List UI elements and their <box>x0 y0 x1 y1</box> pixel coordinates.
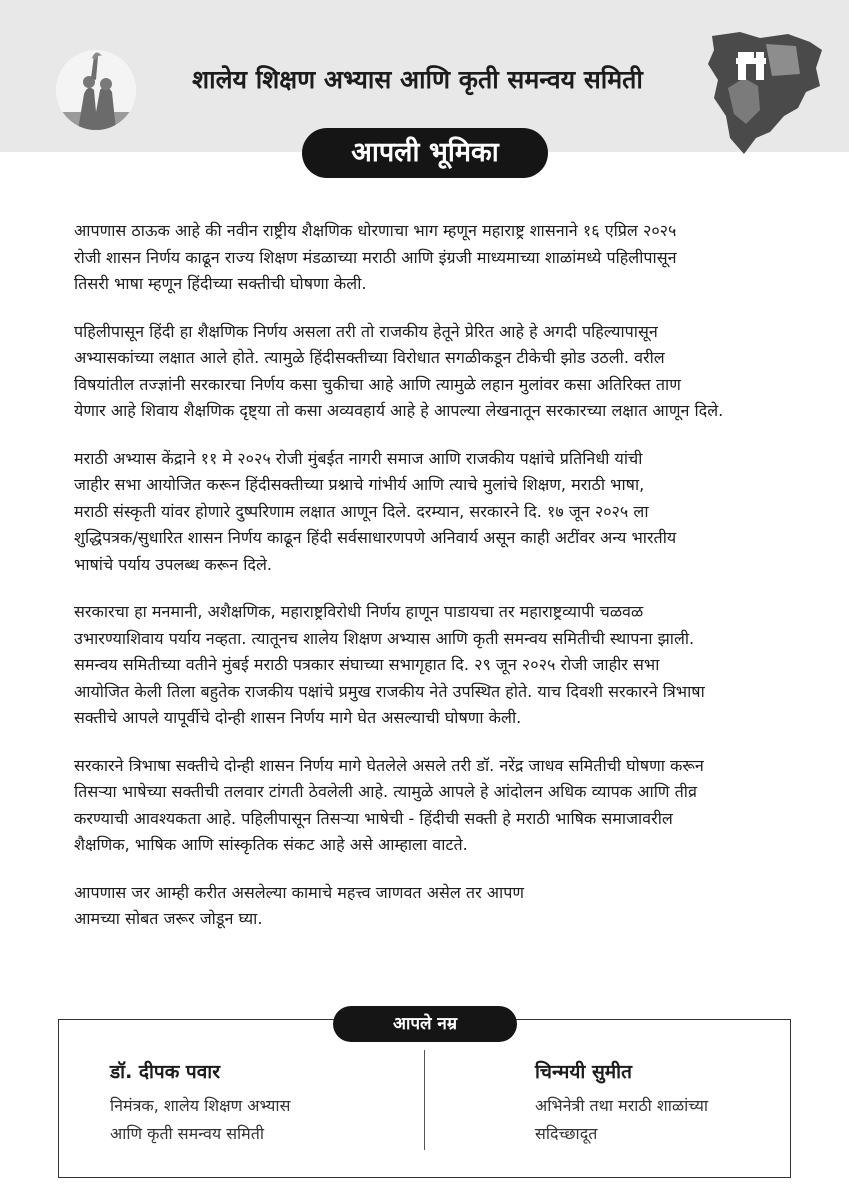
org-title: शालेय शिक्षण अभ्यास आणि कृती समन्वय समिती <box>192 65 643 94</box>
signature-divider <box>424 1050 425 1150</box>
signer-role-line: निमंत्रक, शालेय शिक्षण अभ्यास <box>110 1096 291 1115</box>
paragraph-5 <box>74 753 844 859</box>
text-line: येणार आहे शिवाय शैक्षणिक दृष्ट्या तो कसा अव्यवहार्य आहे हे आपल्या लेखनातून सरकारच्या लक्षात आणून दिले. <box>74 401 724 420</box>
text-line: शैक्षणिक, भाषिक आणि सांस्कृतिक संकट आहे असे आम्हाला वाटते. <box>74 835 468 854</box>
signer-left <box>110 1058 290 1148</box>
statue-emblem-icon <box>56 50 136 130</box>
signer-role <box>110 1092 290 1148</box>
text-line: विषयांतील तज्ज्ञांनी सरकारचा निर्णय कसा चुकीचा आहे आणि त्यामुळे लहान मुलांवर कसा अतिरिक्त ताण <box>74 374 681 394</box>
text-line: आपणास जर आम्ही करीत असलेल्या कामाचे महत्त्व जाणवत असेल तर आपण <box>74 882 525 902</box>
text-line: मराठी संस्कृती यांवर होणारे दुष्परिणाम लक्षात आणून दिले. दरम्यान, सरकारने दि. १७ जून २०२५ ला <box>74 501 649 521</box>
text-line: तिसरी भाषा म्हणून हिंदीच्या सक्तीची घोषणा केली. <box>74 274 367 293</box>
text-line: आपणास ठाऊक आहे की नवीन राष्ट्रीय शैक्षणिक धोरणाचा भाग म्हणून महाराष्ट्र शासनाने १६ एप्रिल २०२५ <box>74 221 677 240</box>
maharashtra-map-icon <box>700 28 825 158</box>
text-line: समन्वय समितीच्या वतीने मुंबई मराठी पत्रकार संघाच्या सभागृहात दि. २९ जून २०२५ रोजी जाहीर सभा <box>74 655 660 674</box>
paragraph-3 <box>74 446 844 579</box>
paragraph-4 <box>74 599 844 732</box>
signer-name: डॉ. दीपक पवार <box>110 1061 220 1083</box>
text-line: पहिलीपासून हिंदी हा शैक्षणिक निर्णय असला तरी तो राजकीय हेतूने प्रेरित आहे हे अगदी पहिल्यापासून <box>74 321 658 341</box>
text-line: शुद्धिपत्रक/सुधारित शासन निर्णय काढून हिंदी सर्वसाधारणपणे अनिवार्य असून काही अटींवर अन्य भारतीय <box>74 528 677 547</box>
signer-role-line: सदिच्छादूत <box>535 1124 598 1143</box>
paragraph-2 <box>74 319 844 425</box>
text-line: सक्तीचे आपले यापूर्वीचे दोन्ही शासन निर्णय मागे घेत असल्याची घोषणा केली. <box>74 708 522 727</box>
signer-right <box>535 1058 708 1148</box>
text-line: मराठी अभ्यास केंद्राने ११ मे २०२५ रोजी मुंबईत नागरी समाज आणि राजकीय पक्षांचे प्रतिनिधी यांची <box>74 448 643 468</box>
page-heading: आपली भूमिका <box>302 128 548 178</box>
paragraph-6 <box>74 880 844 933</box>
text-line: करण्याची आवश्यकता आहे. पहिलीपासून तिसऱ्या भाषेची - हिंदीची सक्ती हे मराठी भाषिक समाजावरील <box>74 808 673 828</box>
text-line: रोजी शासन निर्णय काढून राज्य शिक्षण मंडळाच्या मराठी आणि इंग्रजी माध्यमाच्या शाळांमध्ये पहिलीपासून <box>74 247 677 267</box>
signer-role-line: आणि कृती समन्वय समिती <box>110 1124 265 1143</box>
text-line: सरकारचा हा मनमानी, अशैक्षणिक, महाराष्ट्रविरोधी निर्णय हाणून पाडायचा तर महाराष्ट्रव्यापी चळवळ <box>74 602 644 621</box>
signer-role-line: अभिनेत्री तथा मराठी शाळांच्या <box>535 1096 709 1115</box>
text-line: आमच्या सोबत जरूर जोडून घ्या. <box>74 909 263 928</box>
text-line: भाषांचे पर्याय उपलब्ध करून दिले. <box>74 554 272 574</box>
text-line: जाहीर सभा आयोजित करून हिंदीसक्तीच्या प्रश्नाचे गांभीर्य आणि त्याचे मुलांचे शिक्षण, मराठी भाषा, <box>74 475 645 494</box>
signer-name: चिन्मयी सुमीत <box>535 1061 632 1083</box>
signoff-label: आपले नम्र <box>333 1006 517 1042</box>
text-line: तिसऱ्या भाषेच्या सक्तीची तलवार टांगती ठेवलेली आहे. त्यामुळे आपले हे आंदोलन अधिक व्यापक आणि तीव्र <box>74 782 697 801</box>
text-line: उभारण्याशिवाय पर्याय नव्हता. त्यातूनच शालेय शिक्षण अभ्यास आणि कृती समन्वय समितीची स्थापना झाली. <box>74 628 695 648</box>
paragraph-1 <box>74 218 844 298</box>
text-line: सरकारने त्रिभाषा सक्तीचे दोन्ही शासन निर्णय मागे घेतलेले असले तरी डॉ. नरेंद्र जाधव समितीची घोषणा करून <box>74 755 704 775</box>
text-line: अभ्यासकांच्या लक्षात आले होते. त्यामुळे हिंदीसक्तीच्या विरोधात सगळीकडून टीकेची झोड उठली. वरील <box>74 348 665 367</box>
body-text <box>74 218 844 933</box>
signer-role <box>535 1092 708 1148</box>
text-line: आयोजित केली तिला बहुतेक राजकीय पक्षांचे प्रमुख राजकीय नेते उपस्थित होते. याच दिवशी सरकारने त्रिभाषा <box>74 681 705 701</box>
